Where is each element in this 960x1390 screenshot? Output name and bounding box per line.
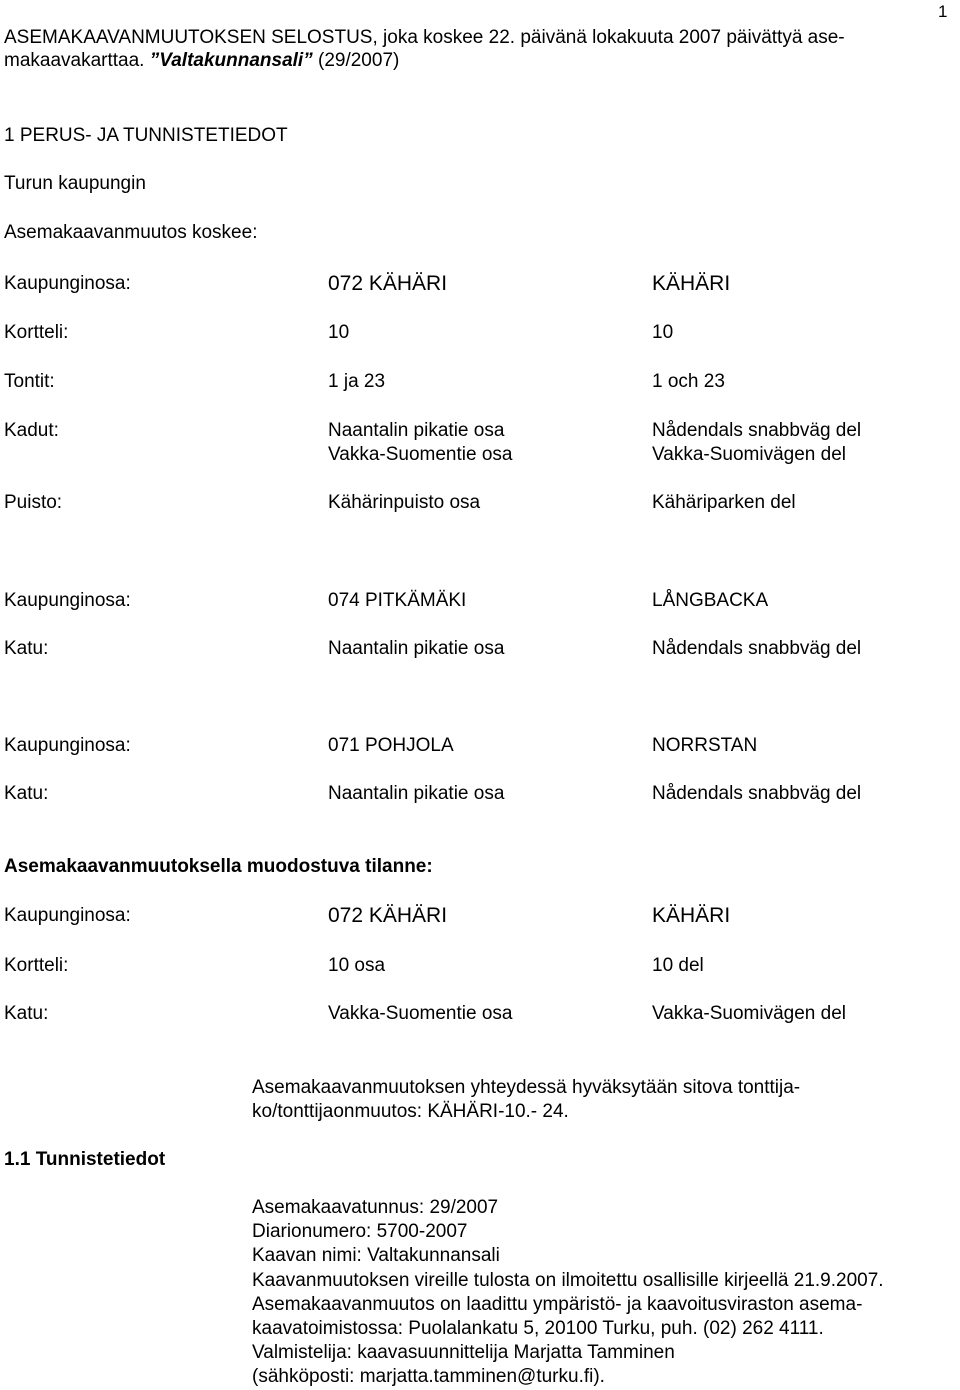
title-prefix: makaavakarttaa. (4, 50, 150, 71)
row-label: Katu: (4, 783, 49, 804)
result-heading: Asemakaavanmuutoksella muodostuva tilanne: (4, 856, 433, 877)
value-finnish-2: Vakka-Suomentie osa (328, 444, 513, 465)
value-swedish-2: Vakka-Suomivägen del (652, 444, 846, 465)
value-swedish: NORRSTAN (652, 735, 758, 756)
row-label: Kortteli: (4, 955, 69, 976)
preparer-line: Valmistelija: kaavasuunnittelija Marjatta Tamminen (252, 1342, 675, 1364)
value-swedish: LÅNGBACKA (652, 590, 769, 611)
value-finnish: 10 (328, 322, 350, 343)
value-swedish: KÄHÄRI (652, 272, 731, 295)
document-title-line-1: ASEMAKAAVANMUUTOKSEN SELOSTUS, joka koskee 22. päivänä lokakuuta 2007 päivättyä ase- (4, 27, 845, 48)
plan-name-line: Kaavan nimi: Valtakunnansali (252, 1245, 500, 1267)
row-label: Kaupunginosa: (4, 273, 131, 294)
row-label: Tontit: (4, 371, 55, 392)
approval-line: ko/tonttijaonmuutos: KÄHÄRI-10.- 24. (252, 1101, 569, 1123)
row-label: Kadut: (4, 420, 59, 441)
concerns-label: Asemakaavanmuutos koskee: (4, 222, 258, 243)
value-swedish: 1 och 23 (652, 371, 725, 392)
row-label: Puisto: (4, 492, 63, 513)
street-row (4, 1002, 954, 1050)
diary-number-line: Diarionumero: 5700-2007 (252, 1221, 468, 1243)
address-line: kaavatoimistossa: Puolalankatu 5, 20100 Turku, puh. (02) 262 4111. (252, 1318, 824, 1340)
document-title-line-2 (4, 49, 399, 73)
value-swedish: Nådendals snabbväg del (652, 638, 862, 659)
approval-line: Asemakaavanmuutoksen yhteydessä hyväksytään sitova tonttija- (252, 1077, 801, 1098)
value-finnish: 074 PITKÄMÄKI (328, 590, 467, 611)
prepared-by-line: Asemakaavanmuutos on laadittu ympäristö- ja kaavoitusviraston asema- (252, 1293, 863, 1315)
block-row (4, 321, 954, 369)
row-label: Kaupunginosa: (4, 735, 131, 756)
value-finnish: 071 POHJOLA (328, 735, 454, 756)
value-finnish: Kähärinpuisto osa (328, 492, 481, 513)
identification-heading: 1.1 Tunnistetiedot (4, 1149, 166, 1170)
value-swedish: Nådendals snabbväg del (652, 420, 862, 441)
district-row (4, 589, 954, 637)
street-row (4, 637, 954, 685)
street-row (4, 782, 954, 830)
value-finnish: 10 osa (328, 955, 386, 976)
district-row (4, 734, 954, 782)
notification-line: Kaavanmuutoksen vireille tulosta on ilmoitettu osallisille kirjeellä 21.9.2007. (252, 1269, 884, 1291)
value-swedish: Nådendals snabbväg del (652, 783, 862, 804)
value-swedish: 10 (652, 322, 674, 343)
park-row (4, 491, 954, 539)
value-finnish: Naantalin pikatie osa (328, 783, 505, 804)
email-line: (sähköposti: marjatta.tamminen@turku.fi). (252, 1366, 605, 1388)
value-finnish: Naantalin pikatie osa (328, 420, 505, 441)
row-label: Kaupunginosa: (4, 905, 131, 926)
district-row (4, 904, 954, 952)
value-finnish: 072 KÄHÄRI (328, 904, 448, 927)
city-label: Turun kaupungin (4, 173, 146, 194)
value-finnish: 072 KÄHÄRI (328, 272, 448, 295)
value-swedish: 10 del (652, 955, 704, 976)
value-swedish: Kähäriparken del (652, 492, 796, 513)
section-heading: 1 PERUS- JA TUNNISTETIEDOT (4, 125, 288, 146)
page-number: 1 (938, 2, 948, 21)
value-finnish: Naantalin pikatie osa (328, 638, 505, 659)
plan-code-line: Asemakaavatunnus: 29/2007 (252, 1197, 499, 1218)
row-label: Kaupunginosa: (4, 590, 131, 611)
streets-row (4, 419, 954, 467)
value-swedish: Vakka-Suomivägen del (652, 1003, 846, 1024)
value-swedish: KÄHÄRI (652, 904, 731, 927)
identification-details (252, 1196, 952, 1390)
block-row (4, 954, 954, 1002)
value-finnish: Vakka-Suomentie osa (328, 1003, 513, 1024)
row-label: Katu: (4, 638, 49, 659)
row-label: Kortteli: (4, 322, 69, 343)
approval-note (252, 1076, 952, 1124)
plan-name: ”Valtakunnansali” (149, 50, 313, 71)
row-label: Katu: (4, 1003, 49, 1024)
district-row (4, 272, 954, 320)
plots-row (4, 370, 954, 418)
value-finnish: 1 ja 23 (328, 371, 386, 392)
plan-number: (29/2007) (312, 50, 400, 71)
